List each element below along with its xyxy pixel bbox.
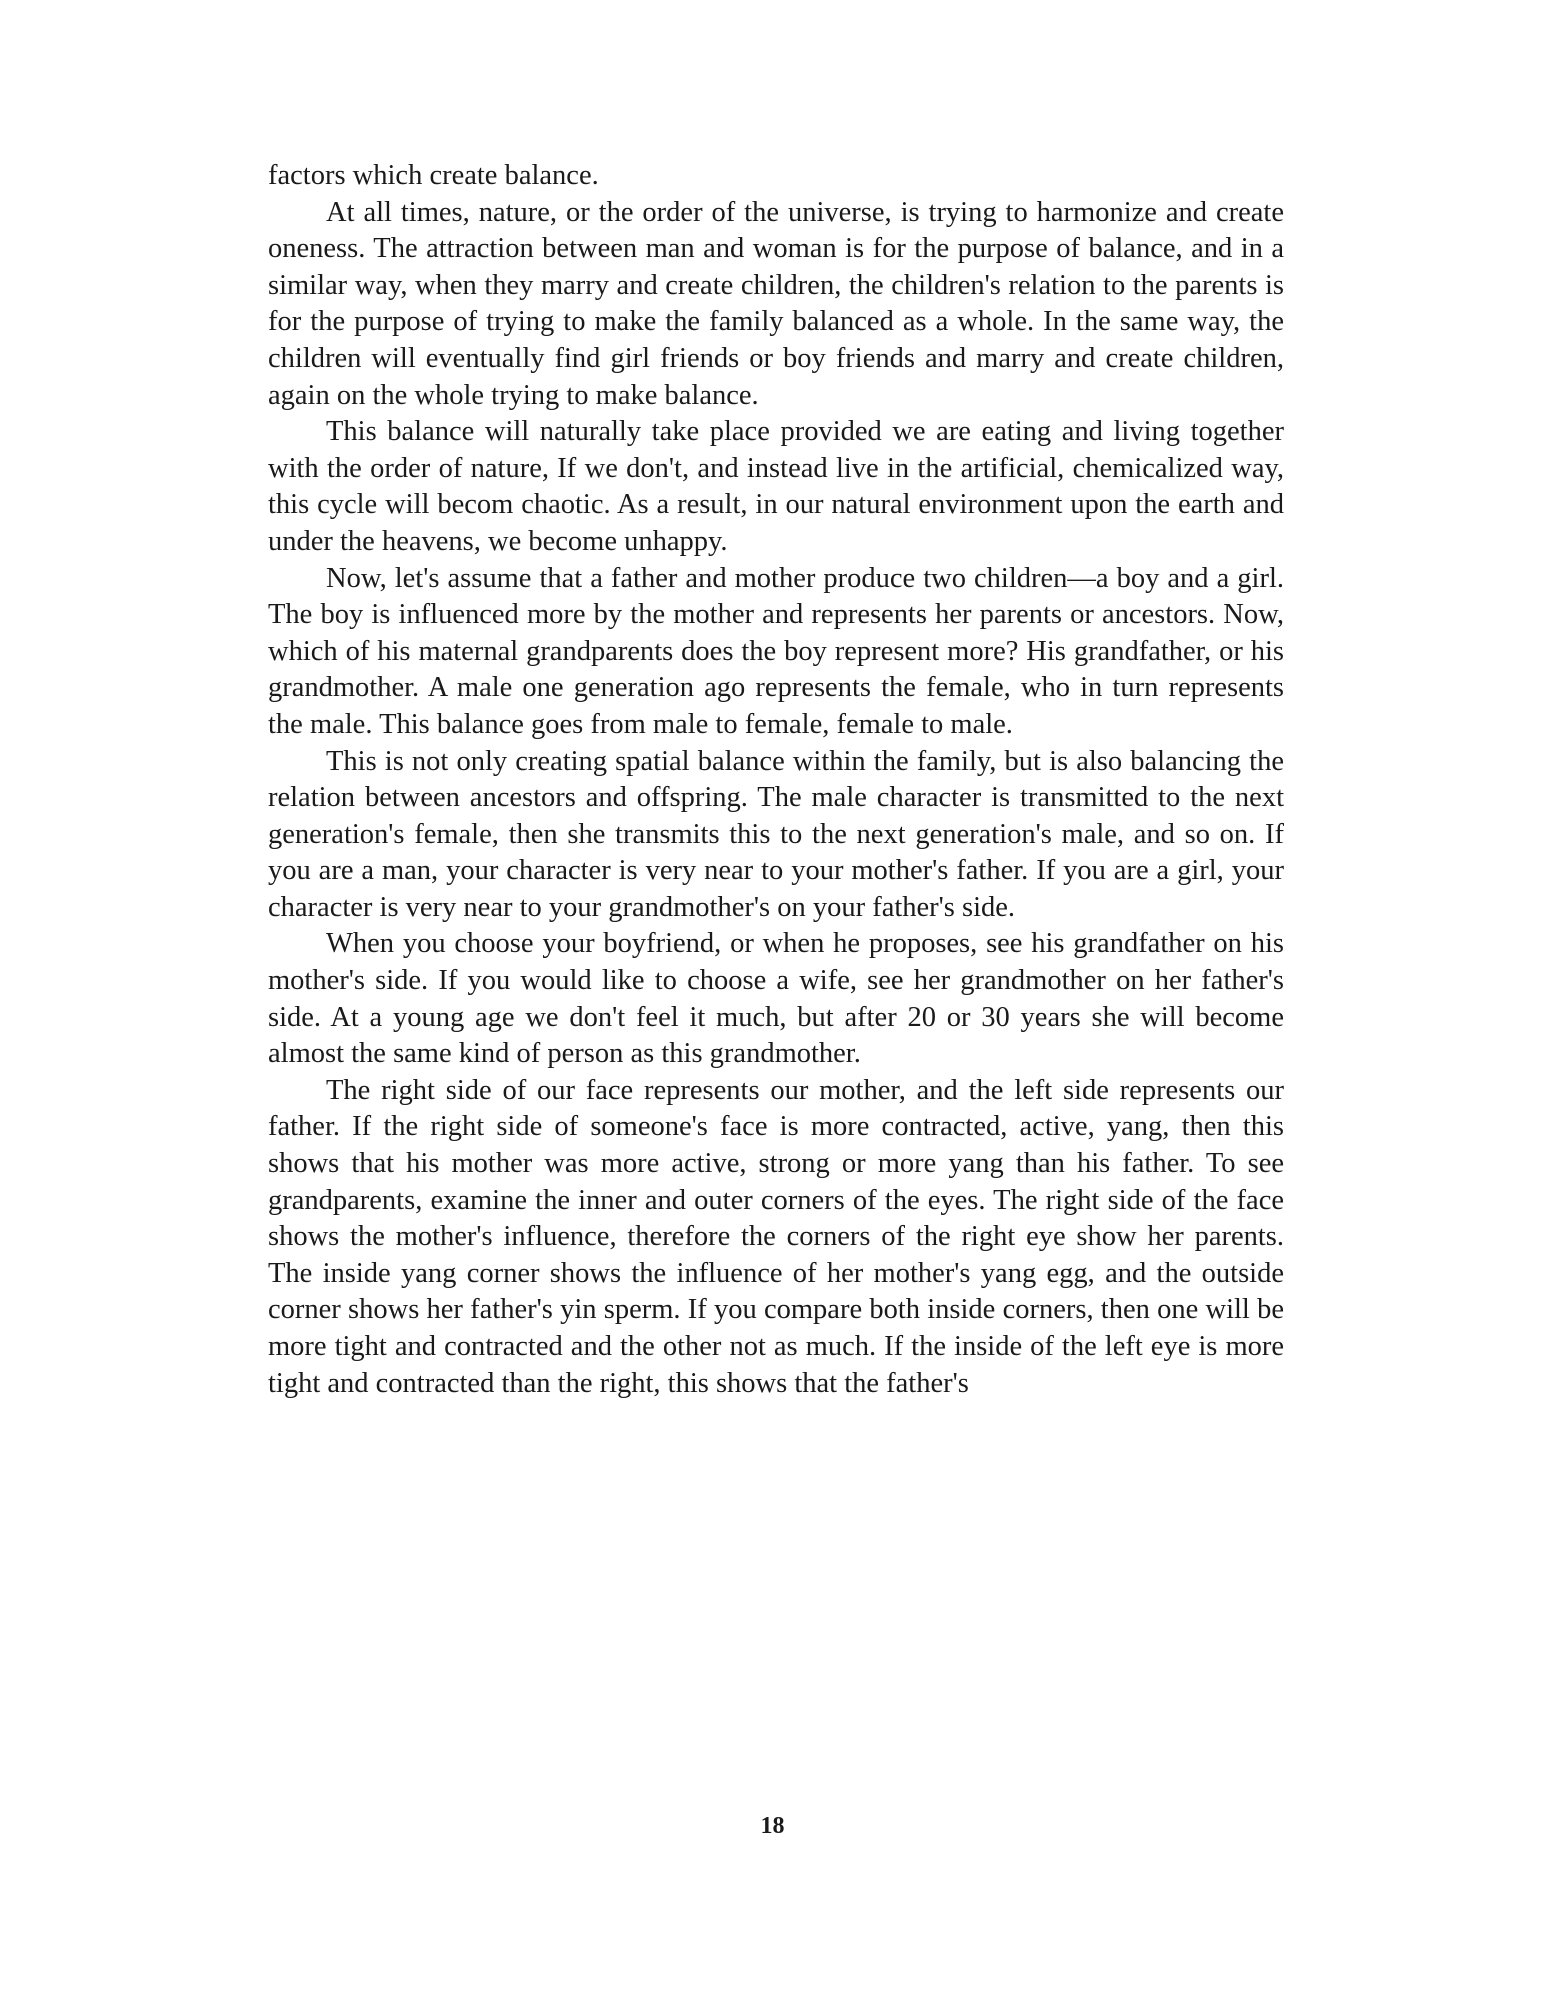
paragraph-face-sides: The right side of our face represents our mother, and the left side represents our father. If the right side of someone's face is more contracted, active, yang, then this shows that his mother was more active, strong or more yang than his father. To see grandparents, examine the inner and outer corners of the eyes. The right side of the face shows the mother's influence, therefore the corners of the right eye show her parents. The inside yang corner shows the influence of her mother's yang egg, and the outside corner shows her father's yin sperm. If you compare both inside corners, then one will be more tight and contracted and the other not as much. If the inside of the left eye is more tight and contracted than the right, this shows that the father's: [268, 1074, 1284, 1399]
paragraph-nature-balance: At all times, nature, or the order of the universe, is trying to harmonize and create oneness. The attraction between man and woman is for the purpose of balance, and in a similar way, when they marry and create children, the children's relation to the parents is for the purpose of trying to make the family balanced as a whole. In the same way, the children will eventually find girl friends or boy friends and marry and create children, again on the whole trying to make balance.: [268, 196, 1284, 411]
page-number: 18: [760, 1813, 785, 1839]
paragraph-two-children: Now, let's assume that a father and mother produce two children—a boy and a girl. The boy is influenced more by the mother and represents her parents or ancestors. Now, which of his maternal grandparents does the boy represent more? His grandfather, or his grandmother. A male one generation ago represents the female, who in turn represents the male. This balance goes from male to female, female to male.: [268, 562, 1284, 740]
paragraph-continuation: factors which create balance.: [268, 160, 599, 191]
body-text: [268, 158, 1284, 1402]
paragraph-spatial-balance: This is not only creating spatial balance within the family, but is also balancing the relation between ancestors and offspring. The male character is transmitted to the next generation's female, then she transmits this to the next generation's male, and so on. If you are a man, your character is very near to your mother's father. If you are a girl, your character is very near to your grandmother's on your father's side.: [268, 745, 1284, 923]
paragraph-order-of-nature: This balance will naturally take place provided we are eating and living together with the order of nature, If we don't, and instead live in the artificial, chemicalized way, this cycle will becom chaotic. As a result, in our natural environment upon the earth and under the heavens, we become unhappy.: [268, 416, 1284, 557]
paragraph-choose-partner: When you choose your boyfriend, or when he proposes, see his grandfather on his mother's side. If you would like to choose a wife, see her grandmother on her father's side. At a young age we don't feel it much, but after 20 or 30 years she will become almost the same kind of person as this grandmother.: [268, 928, 1284, 1070]
